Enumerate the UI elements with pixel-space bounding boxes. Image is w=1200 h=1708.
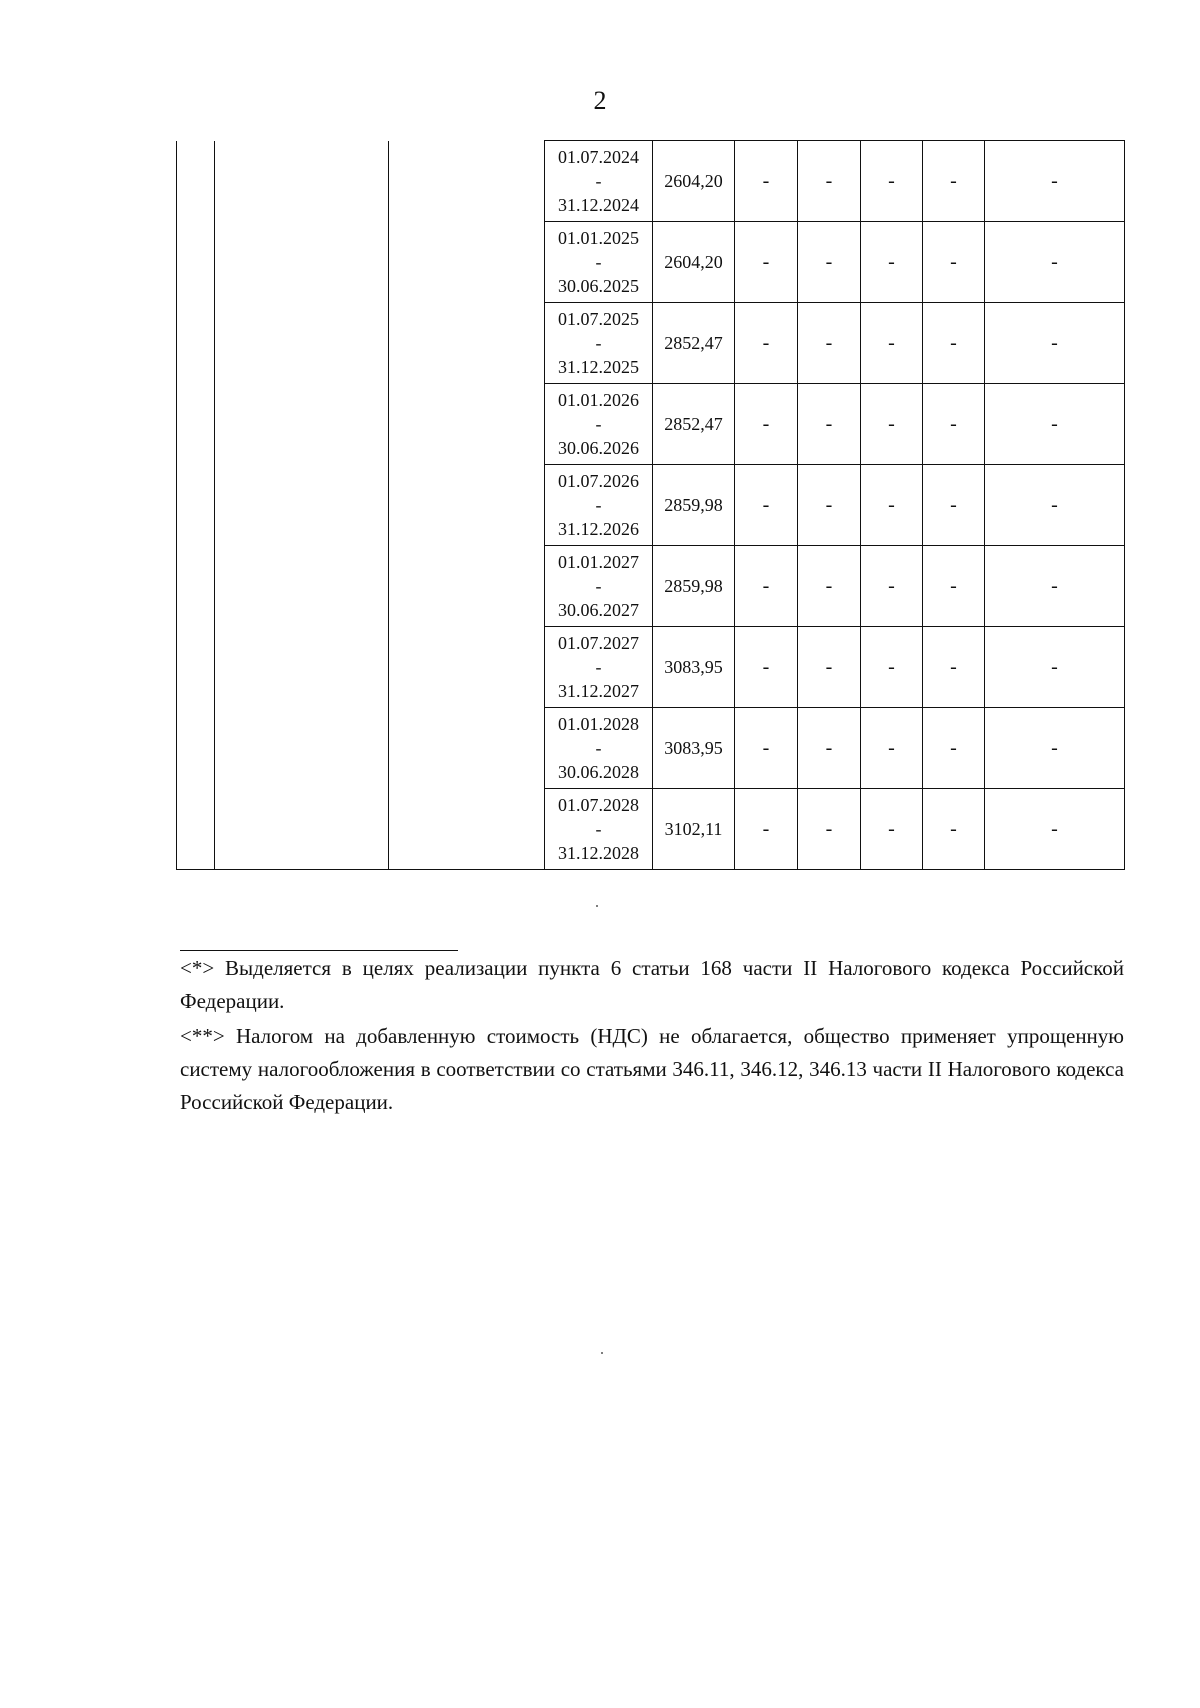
dash-cell: - xyxy=(923,789,985,870)
period-end: 30.06.2027 xyxy=(558,600,639,620)
dash-cell: - xyxy=(861,303,923,384)
dash-cell: - xyxy=(861,141,923,222)
table-row xyxy=(177,141,1125,222)
period-end: 31.12.2026 xyxy=(558,519,639,539)
tariff-value: 2604,20 xyxy=(653,222,735,303)
dash-cell: - xyxy=(735,627,798,708)
dash-cell: - xyxy=(923,222,985,303)
dash-cell: - xyxy=(735,546,798,627)
dash-cell: - xyxy=(861,708,923,789)
dash-cell: - xyxy=(798,627,861,708)
period-end: 31.12.2025 xyxy=(558,357,639,377)
period-start: 01.01.2028 xyxy=(558,714,639,734)
period-separator: - xyxy=(595,252,602,272)
footnotes xyxy=(180,952,1124,1121)
period-end: 30.06.2028 xyxy=(558,762,639,782)
empty-merged-cell-2 xyxy=(215,141,389,870)
dash-cell: - xyxy=(861,627,923,708)
dash-cell: - xyxy=(735,303,798,384)
period-separator: - xyxy=(595,576,602,596)
dash-cell: - xyxy=(923,141,985,222)
scan-speck xyxy=(596,905,598,907)
period-end: 31.12.2027 xyxy=(558,681,639,701)
dash-cell: - xyxy=(985,546,1125,627)
dash-cell: - xyxy=(798,789,861,870)
dash-cell: - xyxy=(985,222,1125,303)
dash-cell: - xyxy=(861,222,923,303)
period-start: 01.01.2027 xyxy=(558,552,639,572)
tariff-value: 2852,47 xyxy=(653,303,735,384)
period-separator: - xyxy=(595,414,602,434)
period-start: 01.01.2025 xyxy=(558,228,639,248)
dash-cell: - xyxy=(798,384,861,465)
tariff-value: 3083,95 xyxy=(653,708,735,789)
period-separator: - xyxy=(595,171,602,191)
footnote-2: <**> Налогом на добавленную стоимость (НДС) не облагается, общество применяет упрощенную систему налогообложения в соответствии со статьями 346.11, 346.12, 346.13 части II Налогового кодекса Российской Федерации. xyxy=(180,1024,1124,1114)
dash-cell: - xyxy=(798,303,861,384)
period-separator: - xyxy=(595,738,602,758)
period-start: 01.07.2027 xyxy=(558,633,639,653)
period-separator: - xyxy=(595,657,602,677)
dash-cell: - xyxy=(735,384,798,465)
dash-cell: - xyxy=(923,546,985,627)
period-end: 31.12.2028 xyxy=(558,843,639,863)
period-separator: - xyxy=(595,819,602,839)
dash-cell: - xyxy=(861,546,923,627)
tariff-value: 2859,98 xyxy=(653,465,735,546)
dash-cell: - xyxy=(798,708,861,789)
scan-speck xyxy=(601,1352,603,1354)
dash-cell: - xyxy=(985,789,1125,870)
tariff-table-body xyxy=(177,141,1125,870)
dash-cell: - xyxy=(985,141,1125,222)
period-start: 01.01.2026 xyxy=(558,390,639,410)
tariff-value: 2859,98 xyxy=(653,546,735,627)
period-start: 01.07.2028 xyxy=(558,795,639,815)
dash-cell: - xyxy=(735,465,798,546)
period-cell xyxy=(545,465,653,546)
dash-cell: - xyxy=(923,708,985,789)
empty-merged-cell-3 xyxy=(389,141,545,870)
dash-cell: - xyxy=(985,627,1125,708)
empty-merged-cell-1 xyxy=(177,141,215,870)
tariff-value: 2852,47 xyxy=(653,384,735,465)
dash-cell: - xyxy=(861,465,923,546)
period-cell xyxy=(545,546,653,627)
period-separator: - xyxy=(595,495,602,515)
footnote-1: <*> Выделяется в целях реализации пункта 6 статьи 168 части II Налогового кодекса Российской Федерации. xyxy=(180,956,1125,1013)
period-cell xyxy=(545,222,653,303)
tariff-value: 2604,20 xyxy=(653,141,735,222)
dash-cell: - xyxy=(861,384,923,465)
dash-cell: - xyxy=(923,465,985,546)
tariff-value: 3083,95 xyxy=(653,627,735,708)
dash-cell: - xyxy=(985,303,1125,384)
period-cell xyxy=(545,627,653,708)
period-start: 01.07.2024 xyxy=(558,147,639,167)
period-end: 31.12.2024 xyxy=(558,195,639,215)
footnote-divider xyxy=(180,950,458,951)
dash-cell: - xyxy=(985,465,1125,546)
dash-cell: - xyxy=(798,465,861,546)
dash-cell: - xyxy=(923,627,985,708)
period-start: 01.07.2025 xyxy=(558,309,639,329)
period-start: 01.07.2026 xyxy=(558,471,639,491)
period-cell xyxy=(545,789,653,870)
dash-cell: - xyxy=(798,141,861,222)
dash-cell: - xyxy=(798,222,861,303)
dash-cell: - xyxy=(985,708,1125,789)
dash-cell: - xyxy=(735,708,798,789)
period-cell xyxy=(545,384,653,465)
period-cell xyxy=(545,708,653,789)
period-cell xyxy=(545,141,653,222)
dash-cell: - xyxy=(735,222,798,303)
period-cell xyxy=(545,303,653,384)
dash-cell: - xyxy=(923,384,985,465)
dash-cell: - xyxy=(735,789,798,870)
dash-cell: - xyxy=(923,303,985,384)
period-separator: - xyxy=(595,333,602,353)
period-end: 30.06.2026 xyxy=(558,438,639,458)
period-end: 30.06.2025 xyxy=(558,276,639,296)
dash-cell: - xyxy=(798,546,861,627)
tariff-table xyxy=(176,140,1125,870)
dash-cell: - xyxy=(985,384,1125,465)
dash-cell: - xyxy=(735,141,798,222)
page-number: 2 xyxy=(593,86,607,115)
tariff-value: 3102,11 xyxy=(653,789,735,870)
dash-cell: - xyxy=(861,789,923,870)
